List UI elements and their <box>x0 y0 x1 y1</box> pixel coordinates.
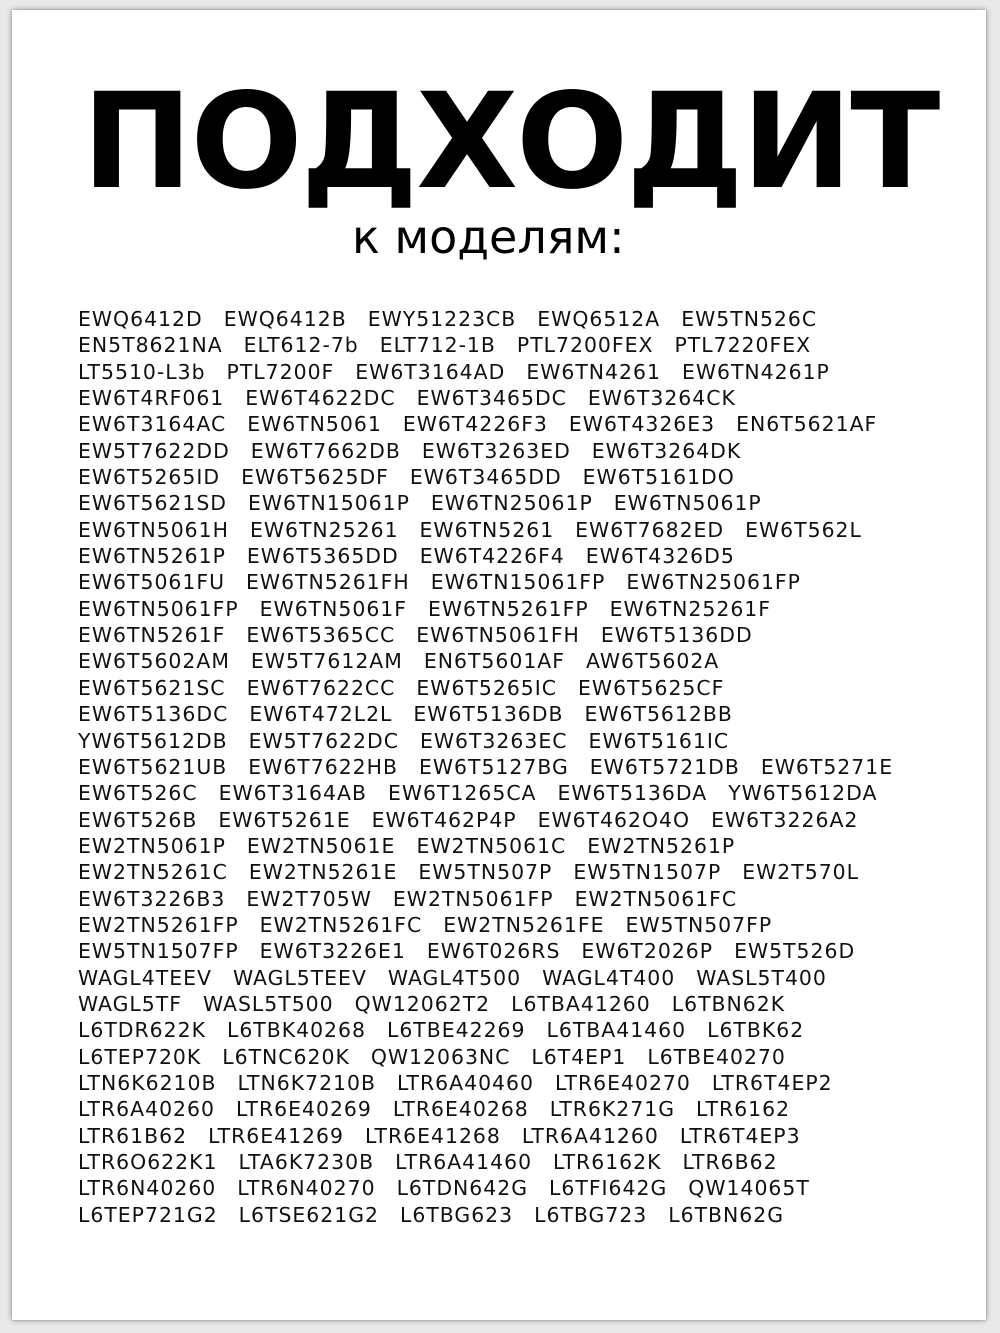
model-code: EW6T7622HB <box>248 754 398 779</box>
model-code: EW6T462P4P <box>371 807 517 832</box>
model-code: LTR6162K <box>553 1150 662 1174</box>
model-code: EW6T5161IC <box>588 728 730 753</box>
model-code: L6TEP720K <box>78 1044 202 1069</box>
model-code: PTL7220FEX <box>674 333 812 358</box>
model-list <box>78 306 973 1228</box>
model-code: EW6TN5261 <box>419 517 555 542</box>
model-code: LTR6K271G <box>549 1097 676 1122</box>
page-subtitle: к моделям: <box>352 210 625 264</box>
model-code: L6TBA41260 <box>511 991 651 1016</box>
model-code: PTL7200F <box>226 359 335 384</box>
model-row <box>78 385 973 411</box>
model-code: EW6T5602AM <box>78 649 230 674</box>
model-code: EW6T4326E3 <box>568 412 716 437</box>
model-code: EW6T3264DK <box>591 438 742 463</box>
model-code: EW6T5621SD <box>78 491 228 516</box>
model-code: EW6T3263EC <box>419 728 568 753</box>
model-code: QW12062T2 <box>354 991 491 1016</box>
model-row <box>78 938 973 964</box>
model-code: EW6T5061FU <box>78 570 226 595</box>
model-code: EW6T1265CA <box>387 781 537 806</box>
model-code: LTA6K7230B <box>238 1150 375 1174</box>
model-code: EW2TN5261P <box>587 833 736 858</box>
model-code: L6TBG623 <box>399 1202 514 1227</box>
model-code: EW6T4622DC <box>245 386 396 411</box>
model-code: QW12063NC <box>370 1044 511 1069</box>
model-code: EW6TN5061H <box>78 517 229 542</box>
model-code: L6TFI642G <box>549 1176 668 1201</box>
model-code: EW6T562L <box>745 517 862 542</box>
model-code: AW6T5602A <box>585 649 720 674</box>
model-code: EW6T5136DD <box>600 623 753 648</box>
model-code: EN5T8621NA <box>78 333 223 358</box>
model-row <box>78 490 973 516</box>
model-code: LT5510-L3b <box>78 359 206 384</box>
model-code: EW6T5261E <box>218 807 351 832</box>
model-code: LTR6162 <box>696 1097 791 1122</box>
model-row <box>78 991 973 1017</box>
model-code: L6TBK40268 <box>226 1018 366 1043</box>
model-code: EW6T4226F3 <box>402 412 548 437</box>
model-row <box>78 1175 973 1201</box>
model-code: EW2TN5061P <box>78 833 226 858</box>
model-code: L6T4EP1 <box>531 1044 627 1069</box>
model-code: WAGL5TEEV <box>232 965 367 990</box>
model-row <box>78 1070 973 1096</box>
model-code: EW2TN5061FC <box>574 886 738 911</box>
model-code: EW6T7682ED <box>575 517 725 542</box>
model-code: EW6T5365DD <box>246 544 399 569</box>
model-code: EW5T7612AM <box>250 649 403 674</box>
model-code: EW2TN5261C <box>78 860 228 885</box>
model-row <box>78 411 973 437</box>
model-code: EW6T5621SC <box>78 675 226 700</box>
model-code: EW6T3264CK <box>587 386 736 411</box>
model-code: L6TNC620K <box>222 1044 350 1069</box>
model-code: EW6TN4261P <box>681 359 830 384</box>
model-code: EW6T5136DA <box>557 781 708 806</box>
model-code: L6TEP721G2 <box>78 1202 218 1227</box>
model-code: L6TBG723 <box>534 1202 648 1227</box>
model-code: EW6T5621UB <box>78 754 228 779</box>
model-code: EW6T5625DF <box>241 465 389 490</box>
model-code: EW6T3226A2 <box>711 807 859 832</box>
model-code: LTR6T4EP3 <box>679 1123 801 1148</box>
page-sheet <box>12 10 986 1320</box>
model-code: PTL7200FEX <box>516 333 654 358</box>
model-code: ELT612-7b <box>243 333 359 358</box>
model-code: EW5TN507FP <box>625 912 773 937</box>
model-code: EN6T5601AF <box>423 649 565 674</box>
model-code: EW6T5625CF <box>578 675 725 700</box>
model-code: EW6T5265IC <box>416 675 558 700</box>
model-code: WAGL5TF <box>78 991 182 1016</box>
model-code: EW6TN5261FP <box>428 596 589 621</box>
model-code: EW5T7622DC <box>248 728 399 753</box>
model-row <box>78 780 973 806</box>
model-code: EW6TN5261P <box>78 544 226 569</box>
model-row <box>78 886 973 912</box>
model-row <box>78 1123 973 1149</box>
model-code: EWY51223CB <box>367 307 517 331</box>
model-code: EW6TN5061P <box>613 491 762 516</box>
model-code: LTR6O622K1 <box>78 1150 218 1174</box>
model-code: L6TBN62G <box>668 1202 785 1227</box>
model-row <box>78 859 973 885</box>
model-code: LTR6A41260 <box>521 1123 659 1148</box>
model-code: EW2TN5261FP <box>78 912 239 937</box>
model-code: WASL5T500 <box>202 991 334 1016</box>
model-code: EW6T026RS <box>426 939 561 964</box>
model-code: ELT712-1B <box>379 333 496 358</box>
model-code: EW2TN5261E <box>248 860 398 885</box>
model-code: L6TBN62K <box>671 991 786 1016</box>
model-code: EW6TN5061FP <box>78 596 239 621</box>
model-code: EW6T3164AC <box>78 412 227 437</box>
model-code: EW6T3164AD <box>355 359 506 384</box>
model-code: EW6T3263ED <box>421 438 571 463</box>
model-code: EW6TN5061FH <box>416 623 580 648</box>
model-code: EW2TN5061E <box>246 833 396 858</box>
model-code: EW2TN5061FP <box>392 886 554 911</box>
model-code: EW5TN526C <box>681 307 818 331</box>
model-code: EW6T5136DB <box>413 702 564 727</box>
model-code: EW6T3164AB <box>218 781 367 806</box>
model-code: EW6T472L2L <box>249 702 393 727</box>
model-code: EW2T570L <box>742 860 860 885</box>
model-code: EW6T5721DB <box>589 754 740 779</box>
model-code: EW6TN5061 <box>247 412 382 437</box>
model-code: EW5TN1507P <box>573 860 722 885</box>
model-code: L6TBK62 <box>707 1018 805 1043</box>
model-code: EW6T4326D5 <box>585 544 735 569</box>
model-code: EW6TN15061P <box>248 491 410 516</box>
model-row <box>78 1044 973 1070</box>
model-code: EW5TN1507FP <box>78 939 239 964</box>
model-row <box>78 1096 973 1122</box>
model-code: EW6T5136DC <box>78 702 229 727</box>
model-row <box>78 569 973 595</box>
model-code: L6TDN642G <box>396 1176 529 1201</box>
model-code: LTR6A40260 <box>78 1097 215 1122</box>
model-row <box>78 596 973 622</box>
model-code: EW6TN25261 <box>249 517 399 542</box>
model-code: EW6T4226F4 <box>419 544 565 569</box>
model-code: LTR6E41268 <box>364 1123 501 1148</box>
model-code: EW6T5127BG <box>418 754 569 779</box>
model-row <box>78 1202 973 1228</box>
model-code: EW6TN25061P <box>430 491 593 516</box>
model-code: L6TDR622K <box>78 1018 206 1043</box>
model-code: EW6TN4261 <box>526 359 661 384</box>
model-code: L6TBE42269 <box>386 1018 526 1043</box>
model-code: QW14065T <box>688 1176 810 1201</box>
model-row <box>78 622 973 648</box>
model-row <box>78 648 973 674</box>
model-code: LTR6E40268 <box>392 1097 529 1122</box>
model-code: LTR6N40260 <box>78 1176 217 1201</box>
model-row <box>78 464 973 490</box>
model-code: EW5T7622DD <box>78 438 230 463</box>
model-row <box>78 965 973 991</box>
model-code: EW6T7622CC <box>246 675 396 700</box>
model-code: EW2T705W <box>246 886 372 911</box>
model-code: EW2TN5061C <box>416 833 567 858</box>
page-title: ПОДХОДИТ <box>82 65 939 219</box>
model-code: EW5T526D <box>734 939 856 964</box>
model-code: LTR6E40269 <box>235 1097 372 1122</box>
model-code: EW6T7662DB <box>250 438 401 463</box>
model-code: EW6T3226B3 <box>78 886 226 911</box>
model-code: WAGL4TEEV <box>78 965 212 990</box>
model-code: LTR6T4EP2 <box>711 1070 833 1095</box>
model-row <box>78 701 973 727</box>
model-code: EW6TN5261FH <box>246 570 410 595</box>
model-row <box>78 332 973 358</box>
model-code: L6TBE40270 <box>647 1044 786 1069</box>
model-code: EW6T4RF061 <box>78 386 225 411</box>
model-code: EW6T3465DD <box>409 465 562 490</box>
model-row <box>78 728 973 754</box>
model-row <box>78 1149 973 1175</box>
model-row <box>78 833 973 859</box>
model-code: EW6T5271E <box>760 754 894 779</box>
model-code: EWQ6512A <box>537 307 661 331</box>
model-code: EW6TN15061FP <box>430 570 606 595</box>
model-code: LTR6N40270 <box>237 1176 376 1201</box>
model-row <box>78 359 973 385</box>
model-code: WAGL4T400 <box>542 965 676 990</box>
model-code: EW6T3226E1 <box>259 939 406 964</box>
model-code: LTR6B62 <box>682 1150 778 1174</box>
model-code: L6TSE621G2 <box>238 1202 379 1227</box>
model-code: L6TBA41460 <box>546 1018 687 1043</box>
model-code: EW6T462O4O <box>537 807 691 832</box>
model-row <box>78 306 973 332</box>
model-code: EW2TN5261FC <box>259 912 423 937</box>
model-code: EW6T5612BB <box>584 702 733 727</box>
model-code: LTR6E41269 <box>208 1123 344 1148</box>
model-code: EW2TN5261FE <box>443 912 605 937</box>
model-code: LTR6A41460 <box>395 1150 533 1174</box>
model-code: EWQ6412D <box>78 307 203 331</box>
model-code: EW6TN25061FP <box>626 570 801 595</box>
model-code: LTR61B62 <box>78 1123 188 1148</box>
model-code: YW6T5612DA <box>728 781 878 806</box>
model-code: EW6T5265ID <box>78 465 221 490</box>
model-code: EWQ6412B <box>223 307 347 331</box>
model-row <box>78 754 973 780</box>
model-code: EW6T3465DC <box>416 386 567 411</box>
model-row <box>78 675 973 701</box>
model-row <box>78 438 973 464</box>
model-row <box>78 807 973 833</box>
model-row <box>78 1017 973 1043</box>
model-code: LTN6K6210B <box>78 1070 217 1095</box>
model-code: EW6T526B <box>78 807 198 832</box>
model-row <box>78 912 973 938</box>
model-code: EW6TN5061F <box>259 596 408 621</box>
model-code: EW6T526C <box>78 781 198 806</box>
model-code: EW6TN25261F <box>609 596 771 621</box>
model-code: LTR6E40270 <box>554 1070 691 1095</box>
model-row <box>78 517 973 543</box>
model-code: YW6T5612DB <box>78 728 228 753</box>
model-code: LTN6K7210B <box>237 1070 376 1095</box>
model-code: WAGL4T500 <box>387 965 522 990</box>
model-code: EW6T2026P <box>581 939 714 964</box>
model-code: EW6T5365CC <box>246 623 396 648</box>
model-row <box>78 543 973 569</box>
model-code: WASL5T400 <box>696 965 827 990</box>
model-code: LTR6A40460 <box>397 1070 534 1095</box>
model-code: EN6T5621AF <box>736 412 878 437</box>
model-code: EW6T5161DO <box>582 465 735 490</box>
model-code: EW5TN507P <box>418 860 553 885</box>
model-code: EW6TN5261F <box>78 623 226 648</box>
